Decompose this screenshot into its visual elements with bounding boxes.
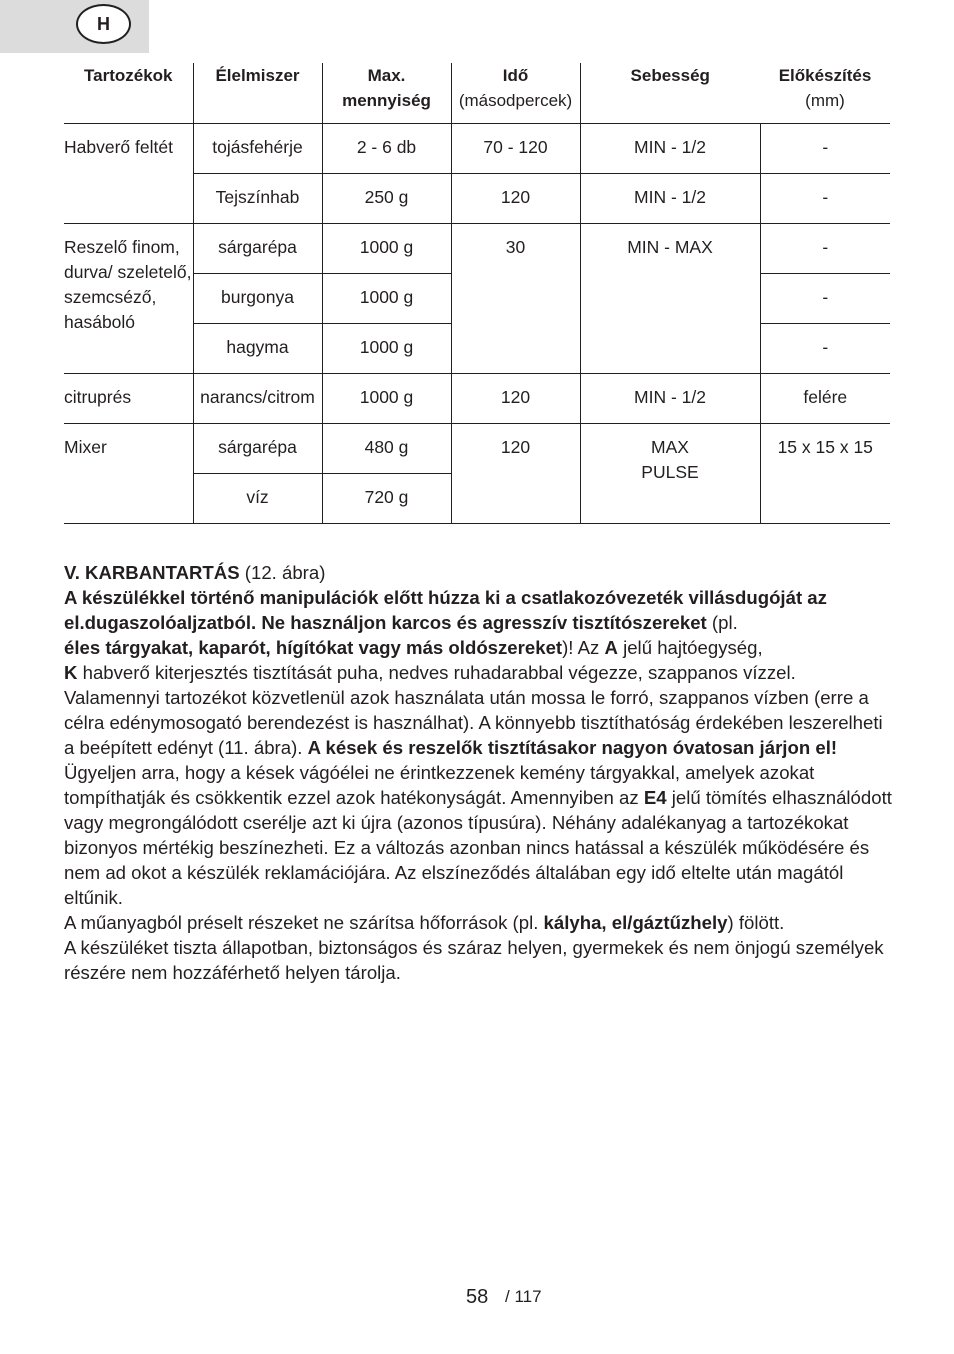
page-number: 58 (466, 1286, 489, 1308)
table-header-row (64, 63, 890, 124)
cell-preparation: - (760, 174, 890, 224)
cell-time: 30 (451, 224, 580, 374)
cell-accessory: Mixer (64, 424, 193, 524)
cell-accessory: Habverő feltét (64, 124, 193, 224)
cell-preparation: felére (760, 374, 890, 424)
section-heading: V. KARBANTARTÁS (12. ábra) (64, 562, 326, 583)
cell-accessory: Reszelő finom, durva/ szeletelő, szemcséző, hasáboló (64, 224, 193, 374)
cell-preparation: 15 x 15 x 15 (760, 424, 890, 524)
cell-food: sárgarépa (193, 424, 322, 474)
cell-time: 120 (451, 374, 580, 424)
cell-time: 120 (451, 174, 580, 224)
header-preparation: Előkészítés (mm) (760, 63, 890, 124)
cell-preparation: - (760, 324, 890, 374)
cell-quantity: 480 g (322, 424, 451, 474)
cell-preparation: - (760, 274, 890, 324)
table-row (64, 224, 890, 274)
cell-time: 120 (451, 424, 580, 524)
cell-food: tojásfehérje (193, 124, 322, 174)
cell-time: 70 - 120 (451, 124, 580, 174)
cell-quantity: 720 g (322, 474, 451, 524)
cell-speed: MIN - 1/2 (580, 174, 760, 224)
cell-quantity: 1000 g (322, 324, 451, 374)
language-tab (0, 0, 149, 53)
header-speed: Sebesség (580, 63, 760, 124)
usage-table (64, 63, 890, 524)
header-time: Idő (másodpercek) (451, 63, 580, 124)
cell-quantity: 1000 g (322, 224, 451, 274)
maintenance-body: A készülékkel történő manipulációk előtt húzza ki a csatlakozóvezeték villásdugóját az el.dugaszolóaljzatból. Ne használjon karcos és agresszív tisztítószereket (pl. éles tárgyakat, kaparót, hígítókat vagy más oldószereket)! Az A jelű hajtóegység, K habverő kiterjesztés tisztítását puha, nedves ruhadarabbal végezze, szappanos vízzel. Valamennyi tartozékot közvetlenül azok használata után mossa le forró, szappanos vízben (erre a célra edénymosogató berendezést is használhat). A könnyebb tisztíthatóság érdekében leszerelheti a beépített edényt (11. ábra). A kések és reszelők tisztításakor nagyon óvatosan járjon el! Ügyeljen arra, hogy a kések vágóélei ne érintkezzenek kemény tárgyakkal, amelyek azokat tompíthatják és csökkentik ezzel azok hatékonyságát. Amennyiben az E4 jelű tömítés elhasználódott vagy megrongálódott cserélje azt ki újra (azonos típusúra). Néhány adalékanyag a tartozékokat bizonyos mértékig beszínezheti. Ez a változás azonban nincs hatással a készülék működésére és nem ad okot a készülék reklamációjára. Az elszíneződés általában egy idő eltelte után magától eltűnik. A műanyagból préselt részeket ne szárítsa hőforrások (pl. kályha, el/gáztűzhely) fölött. A készüléket tiszta állapotban, biztonságos és száraz helyen, gyermekek és nem önjogú személyek részére nem hozzáférhető helyen tárolja. (64, 587, 892, 983)
table-row (64, 124, 890, 174)
cell-food: narancs/citrom (193, 374, 322, 424)
language-code: H (97, 13, 110, 34)
cell-food: víz (193, 474, 322, 524)
language-badge (76, 4, 131, 44)
table-row (64, 374, 890, 424)
cell-speed: MAX PULSE (580, 424, 760, 524)
cell-food: hagyma (193, 324, 322, 374)
cell-quantity: 1000 g (322, 374, 451, 424)
cell-quantity: 1000 g (322, 274, 451, 324)
table-row (64, 424, 890, 474)
cell-preparation: - (760, 224, 890, 274)
cell-speed: MIN - 1/2 (580, 124, 760, 174)
maintenance-section (64, 560, 894, 985)
cell-food: burgonya (193, 274, 322, 324)
page-total: / 117 (505, 1287, 542, 1306)
header-accessories: Tartozékok (64, 63, 193, 124)
cell-quantity: 2 - 6 db (322, 124, 451, 174)
cell-quantity: 250 g (322, 174, 451, 224)
cell-food: sárgarépa (193, 224, 322, 274)
cell-food: Tejszínhab (193, 174, 322, 224)
cell-accessory: citruprés (64, 374, 193, 424)
header-food: Élelmiszer (193, 63, 322, 124)
cell-preparation: - (760, 124, 890, 174)
header-max-quantity: Max. mennyiség (322, 63, 451, 124)
cell-speed: MIN - MAX (580, 224, 760, 374)
cell-speed: MIN - 1/2 (580, 374, 760, 424)
